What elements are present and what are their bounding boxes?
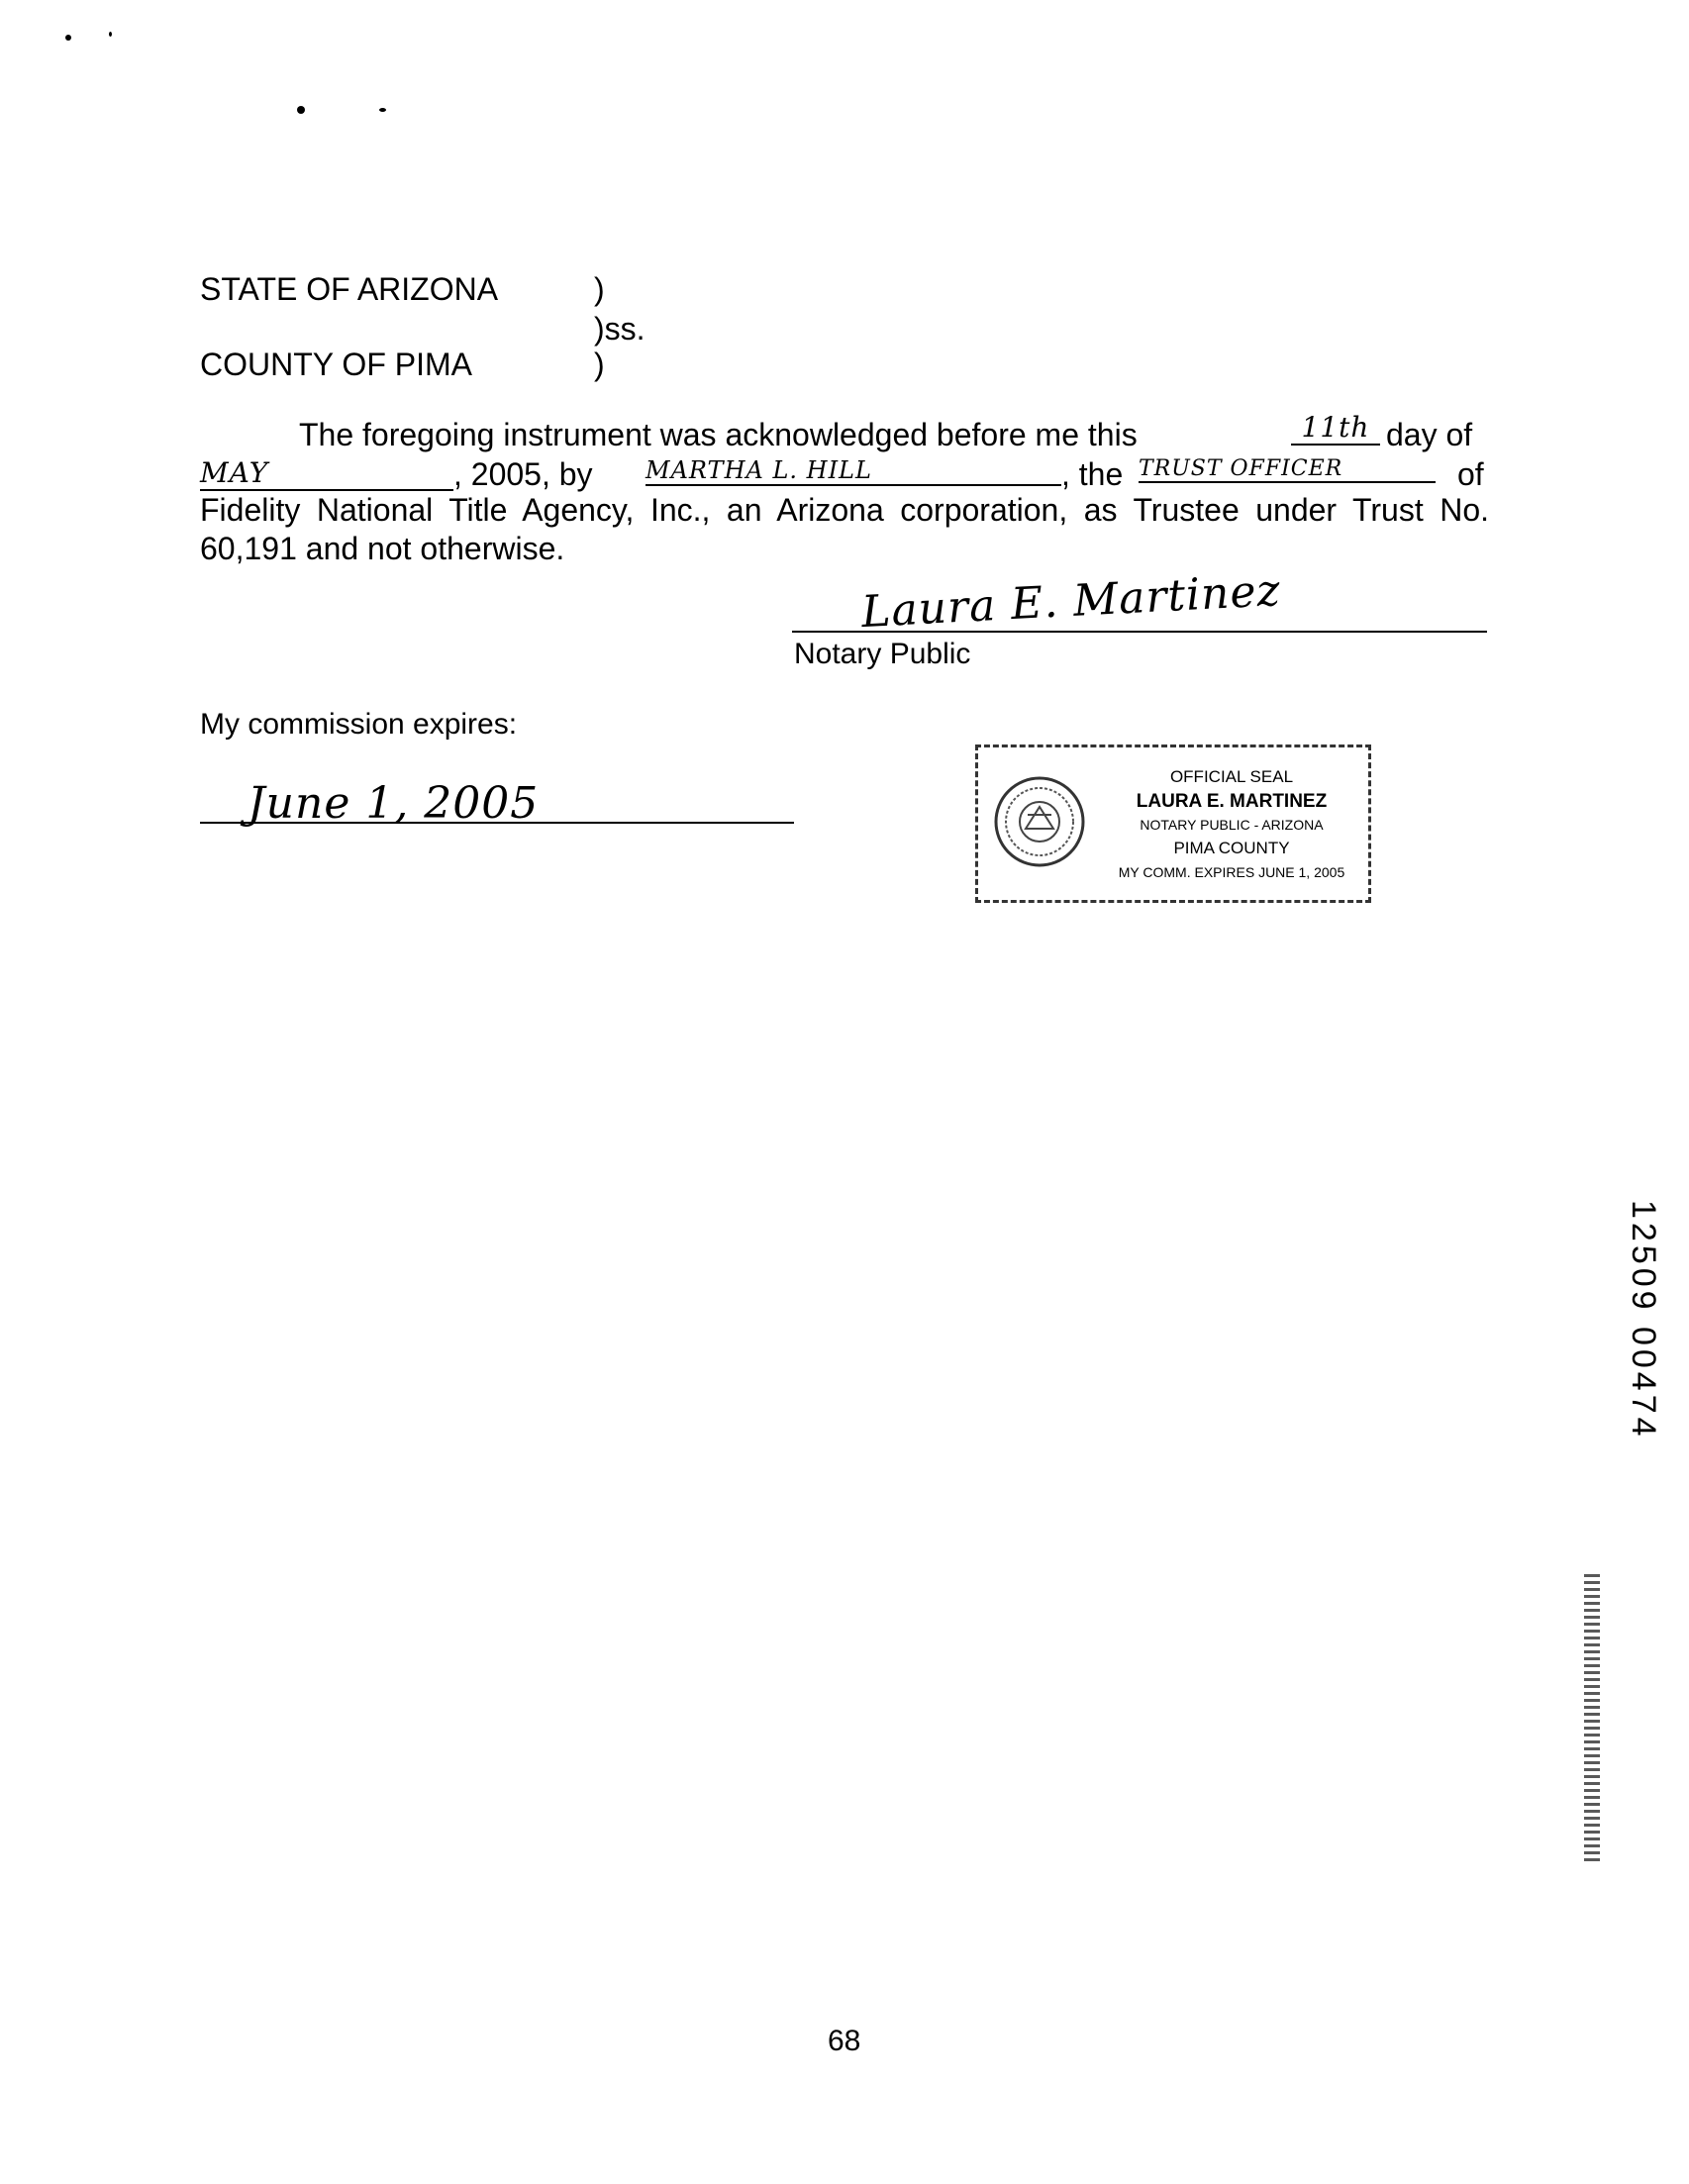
ack-name-handwritten: MARTHA L. HILL — [646, 456, 1061, 486]
ack-line-3: Fidelity National Title Agency, Inc., an Arizona corporation, as Trustee under Trust No. — [200, 492, 1489, 528]
ack-line-1 — [200, 411, 1489, 450]
commission-label: My commission expires: — [200, 708, 518, 741]
page-number: 68 — [828, 2025, 861, 2057]
recording-stamp-number: 12509 00474 — [1625, 1200, 1662, 1440]
state-label: STATE OF ARIZONA — [200, 271, 499, 307]
ack-year-text: , 2005, by — [453, 456, 593, 492]
county-label: COUNTY OF PIMA — [200, 347, 472, 382]
ack-day-handwritten: 11th — [1291, 411, 1380, 446]
ack-line-4: 60,191 and not otherwise. — [200, 531, 565, 566]
scan-speck — [65, 35, 71, 41]
ack-of-text: of — [1457, 456, 1484, 492]
ack-line-2 — [200, 450, 1489, 492]
venue-paren-top: ) — [594, 271, 605, 307]
ack-title-handwritten: TRUST OFFICER — [1139, 456, 1436, 483]
official-notary-seal — [975, 745, 1371, 903]
notary-signature-handwritten: Laura E. Martinez — [859, 564, 1282, 639]
scan-speck — [109, 32, 112, 37]
venue-paren-bottom: ) — [594, 347, 605, 382]
seal-line-name: LAURA E. MARTINEZ — [1136, 791, 1328, 812]
scan-speck — [297, 106, 305, 114]
seal-line-county: PIMA COUNTY — [1173, 839, 1290, 857]
scan-speck — [379, 108, 386, 112]
scan-margin-artifact — [1584, 1574, 1600, 1861]
seal-line-expires: MY COMM. EXPIRES JUNE 1, 2005 — [1118, 864, 1345, 880]
seal-line-notary: NOTARY PUBLIC - ARIZONA — [1140, 817, 1324, 833]
ack-line1-suffix: day of — [1386, 417, 1473, 452]
ack-the-text: , the — [1061, 456, 1124, 492]
commission-date-handwritten: June 1, 2005 — [248, 778, 540, 829]
ack-line1-prefix: The foregoing instrument was acknowledged before me this — [299, 417, 1138, 452]
seal-line-official: OFFICIAL SEAL — [1169, 767, 1294, 786]
notary-public-label: Notary Public — [794, 638, 971, 670]
ack-month-handwritten: MAY — [200, 456, 453, 491]
venue-ss: )ss. — [594, 311, 646, 347]
state-seal-icon — [990, 767, 1089, 876]
